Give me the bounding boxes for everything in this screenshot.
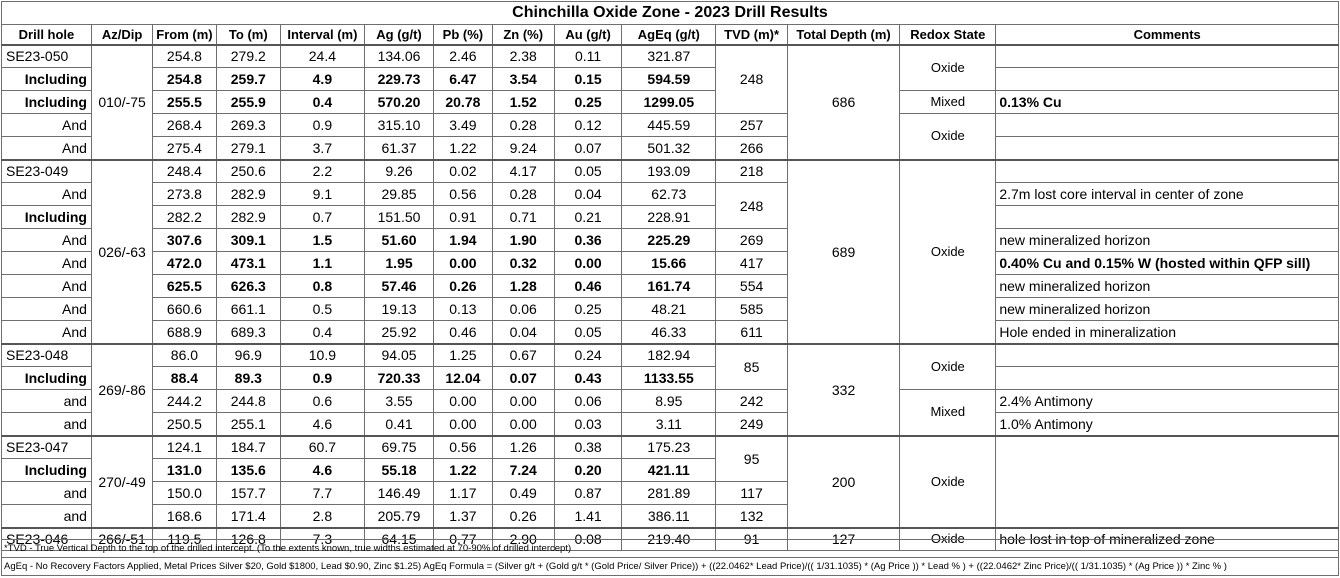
redox-cell[interactable]: Oxide — [900, 344, 996, 390]
to-cell[interactable]: 473.1 — [216, 252, 280, 275]
zn-cell[interactable]: 0.00 — [492, 413, 554, 436]
au-cell[interactable]: 0.46 — [554, 275, 621, 298]
redox-cell[interactable]: Oxide — [900, 160, 996, 344]
header-to[interactable]: To (m) — [216, 25, 280, 45]
au-cell[interactable]: 0.25 — [554, 91, 621, 114]
interval-cell[interactable]: 0.6 — [280, 390, 364, 413]
ag-cell[interactable]: 570.20 — [364, 91, 433, 114]
pb-cell[interactable]: 0.56 — [434, 183, 492, 206]
from-cell[interactable]: 86.0 — [153, 344, 216, 367]
zn-cell[interactable]: 0.28 — [492, 114, 554, 137]
ag-cell[interactable]: 229.73 — [364, 68, 433, 91]
to-cell[interactable]: 279.1 — [216, 137, 280, 160]
az-dip-cell[interactable]: 266/-51 — [91, 528, 152, 551]
interval-cell[interactable]: 4.6 — [280, 413, 364, 436]
au-cell[interactable]: 0.38 — [554, 436, 621, 459]
ageq-cell[interactable]: 219.40 — [622, 528, 716, 551]
zn-cell[interactable]: 0.04 — [492, 321, 554, 344]
footnotes — [1, 539, 1339, 576]
pb-cell[interactable]: 0.00 — [434, 252, 492, 275]
table-row — [2, 390, 1339, 413]
pb-cell[interactable]: 1.22 — [434, 137, 492, 160]
header-redox-state[interactable]: Redox State — [900, 25, 996, 45]
interval-cell[interactable]: 10.9 — [280, 344, 364, 367]
interval-cell[interactable]: 4.6 — [280, 459, 364, 482]
az-dip-cell[interactable]: 010/-75 — [91, 45, 152, 160]
au-cell[interactable]: 0.07 — [554, 137, 621, 160]
az-dip-cell[interactable]: 270/-49 — [91, 436, 152, 528]
from-cell[interactable]: 150.0 — [153, 482, 216, 505]
to-cell[interactable]: 96.9 — [216, 344, 280, 367]
table-row — [2, 137, 1339, 160]
pb-cell[interactable]: 1.22 — [434, 459, 492, 482]
tvd-cell[interactable]: 242 — [716, 390, 788, 413]
zn-cell[interactable]: 0.00 — [492, 390, 554, 413]
ageq-cell[interactable]: 594.59 — [622, 68, 716, 91]
ageq-cell[interactable]: 48.21 — [622, 298, 716, 321]
ageq-cell[interactable]: 193.09 — [622, 160, 716, 183]
tvd-cell[interactable]: 585 — [716, 298, 788, 321]
au-cell[interactable]: 0.12 — [554, 114, 621, 137]
ageq-cell[interactable]: 501.32 — [622, 137, 716, 160]
ag-cell[interactable]: 57.46 — [364, 275, 433, 298]
comment-cell[interactable]: new mineralized horizon — [996, 275, 1339, 298]
table-row — [2, 413, 1339, 436]
drill-hole-cell[interactable]: SE23-047 — [2, 436, 92, 459]
from-cell[interactable]: 244.2 — [153, 390, 216, 413]
table-row — [2, 45, 1339, 68]
ageq-cell[interactable]: 15.66 — [622, 252, 716, 275]
pb-cell[interactable]: 0.00 — [434, 413, 492, 436]
table-row — [2, 275, 1339, 298]
ag-cell[interactable]: 94.05 — [364, 344, 433, 367]
tvd-cell[interactable]: 132 — [716, 505, 788, 528]
ag-cell[interactable]: 720.33 — [364, 367, 433, 390]
interval-cell[interactable]: 0.9 — [280, 367, 364, 390]
from-cell[interactable]: 307.6 — [153, 229, 216, 252]
ageq-cell[interactable]: 421.11 — [622, 459, 716, 482]
zn-cell[interactable]: 1.52 — [492, 91, 554, 114]
header-interval[interactable]: Interval (m) — [280, 25, 364, 45]
table-row — [2, 68, 1339, 91]
interval-cell[interactable]: 2.2 — [280, 160, 364, 183]
az-dip-cell[interactable]: 026/-63 — [91, 160, 152, 344]
to-cell[interactable]: 126.8 — [216, 528, 280, 551]
tvd-cell[interactable]: 91 — [716, 528, 788, 551]
zn-cell[interactable]: 7.24 — [492, 459, 554, 482]
from-cell[interactable]: 625.5 — [153, 275, 216, 298]
comment-cell[interactable] — [996, 436, 1339, 528]
ageq-cell[interactable]: 321.87 — [622, 45, 716, 68]
header-total-depth[interactable]: Total Depth (m) — [787, 25, 899, 45]
drill-results-table — [1, 1, 1339, 551]
total-depth-cell[interactable]: 332 — [787, 344, 899, 436]
header-comments[interactable]: Comments — [996, 25, 1339, 45]
pb-cell[interactable]: 0.02 — [434, 160, 492, 183]
redox-cell[interactable]: Oxide — [900, 114, 996, 160]
redox-cell[interactable]: Oxide — [900, 45, 996, 91]
ag-cell[interactable]: 151.50 — [364, 206, 433, 229]
pb-cell[interactable]: 2.46 — [434, 45, 492, 68]
ageq-cell[interactable]: 1133.55 — [622, 367, 716, 390]
ageq-cell[interactable]: 8.95 — [622, 390, 716, 413]
comment-cell[interactable] — [996, 206, 1339, 229]
interval-cell[interactable]: 0.4 — [280, 321, 364, 344]
interval-cell[interactable]: 7.3 — [280, 528, 364, 551]
zn-cell[interactable]: 0.49 — [492, 482, 554, 505]
ag-cell[interactable]: 1.95 — [364, 252, 433, 275]
header-az-dip[interactable]: Az/Dip — [91, 25, 152, 45]
ag-cell[interactable]: 315.10 — [364, 114, 433, 137]
ageq-cell[interactable]: 161.74 — [622, 275, 716, 298]
to-cell[interactable]: 661.1 — [216, 298, 280, 321]
au-cell[interactable]: 1.41 — [554, 505, 621, 528]
au-cell[interactable]: 0.00 — [554, 252, 621, 275]
to-cell[interactable]: 626.3 — [216, 275, 280, 298]
to-cell[interactable]: 689.3 — [216, 321, 280, 344]
comment-cell[interactable]: 0.13% Cu — [996, 91, 1339, 114]
drill-hole-cell[interactable]: And — [2, 275, 92, 298]
ag-cell[interactable]: 205.79 — [364, 505, 433, 528]
ag-cell[interactable]: 146.49 — [364, 482, 433, 505]
pb-cell[interactable]: 12.04 — [434, 367, 492, 390]
ageq-cell[interactable]: 228.91 — [622, 206, 716, 229]
drill-hole-cell[interactable]: Including — [2, 206, 92, 229]
pb-cell[interactable]: 1.17 — [434, 482, 492, 505]
header-ag[interactable]: Ag (g/t) — [364, 25, 433, 45]
interval-cell[interactable]: 1.1 — [280, 252, 364, 275]
comment-cell[interactable] — [996, 367, 1339, 390]
ag-cell[interactable]: 134.06 — [364, 45, 433, 68]
pb-cell[interactable]: 0.26 — [434, 275, 492, 298]
ageq-cell[interactable]: 225.29 — [622, 229, 716, 252]
header-ageq[interactable]: AgEq (g/t) — [622, 25, 716, 45]
table-title: Chinchilla Oxide Zone - 2023 Drill Results — [2, 2, 1339, 25]
from-cell[interactable]: 688.9 — [153, 321, 216, 344]
au-cell[interactable]: 0.87 — [554, 482, 621, 505]
header-drill-hole[interactable]: Drill hole — [2, 25, 92, 45]
comment-cell[interactable]: 0.40% Cu and 0.15% W (hosted within QFP sill) — [996, 252, 1339, 275]
pb-cell[interactable]: 1.25 — [434, 344, 492, 367]
to-cell[interactable]: 259.7 — [216, 68, 280, 91]
az-dip-cell[interactable]: 269/-86 — [91, 344, 152, 436]
header-tvd[interactable]: TVD (m)* — [716, 25, 788, 45]
drill-hole-cell[interactable]: And — [2, 229, 92, 252]
table-row — [2, 321, 1339, 344]
from-cell[interactable]: 273.8 — [153, 183, 216, 206]
tvd-cell[interactable]: 554 — [716, 275, 788, 298]
from-cell[interactable]: 268.4 — [153, 114, 216, 137]
drill-hole-cell[interactable]: SE23-048 — [2, 344, 92, 367]
pb-cell[interactable]: 1.37 — [434, 505, 492, 528]
table-row — [2, 436, 1339, 459]
comment-cell[interactable]: new mineralized horizon — [996, 298, 1339, 321]
ag-cell[interactable]: 9.26 — [364, 160, 433, 183]
interval-cell[interactable]: 9.1 — [280, 183, 364, 206]
interval-cell[interactable]: 60.7 — [280, 436, 364, 459]
interval-cell[interactable]: 24.4 — [280, 45, 364, 68]
interval-cell[interactable]: 0.7 — [280, 206, 364, 229]
comment-cell[interactable] — [996, 344, 1339, 367]
ageq-cell[interactable]: 175.23 — [622, 436, 716, 459]
ageq-cell[interactable]: 46.33 — [622, 321, 716, 344]
to-cell[interactable]: 282.9 — [216, 183, 280, 206]
au-cell[interactable]: 0.04 — [554, 183, 621, 206]
pb-cell[interactable]: 0.46 — [434, 321, 492, 344]
to-cell[interactable]: 269.3 — [216, 114, 280, 137]
ageq-cell[interactable]: 182.94 — [622, 344, 716, 367]
ageq-cell[interactable]: 445.59 — [622, 114, 716, 137]
au-cell[interactable]: 0.21 — [554, 206, 621, 229]
zn-cell[interactable]: 1.26 — [492, 436, 554, 459]
from-cell[interactable]: 131.0 — [153, 459, 216, 482]
table-row — [2, 183, 1339, 206]
zn-cell[interactable]: 0.71 — [492, 206, 554, 229]
au-cell[interactable]: 0.05 — [554, 321, 621, 344]
tvd-cell[interactable]: 269 — [716, 229, 788, 252]
comment-cell[interactable]: new mineralized horizon — [996, 229, 1339, 252]
drill-hole-cell[interactable]: and — [2, 413, 92, 436]
ag-cell[interactable]: 61.37 — [364, 137, 433, 160]
tvd-cell[interactable]: 117 — [716, 482, 788, 505]
zn-cell[interactable]: 0.07 — [492, 367, 554, 390]
to-cell[interactable]: 89.3 — [216, 367, 280, 390]
drill-hole-cell[interactable]: and — [2, 482, 92, 505]
tvd-cell[interactable]: 218 — [716, 160, 788, 183]
total-depth-cell[interactable]: 689 — [787, 160, 899, 344]
zn-cell[interactable]: 4.17 — [492, 160, 554, 183]
to-cell[interactable]: 250.6 — [216, 160, 280, 183]
drill-hole-cell[interactable]: Including — [2, 367, 92, 390]
tvd-cell[interactable]: 611 — [716, 321, 788, 344]
comment-cell[interactable] — [996, 160, 1339, 183]
total-depth-cell[interactable]: 127 — [787, 528, 899, 551]
comment-cell[interactable]: 1.0% Antimony — [996, 413, 1339, 436]
from-cell[interactable]: 282.2 — [153, 206, 216, 229]
drill-hole-cell[interactable]: And — [2, 252, 92, 275]
au-cell[interactable]: 0.06 — [554, 390, 621, 413]
ag-cell[interactable]: 64.15 — [364, 528, 433, 551]
interval-cell[interactable]: 1.5 — [280, 229, 364, 252]
comment-cell[interactable] — [996, 137, 1339, 160]
zn-cell[interactable]: 2.90 — [492, 528, 554, 551]
to-cell[interactable]: 282.9 — [216, 206, 280, 229]
table-row — [2, 344, 1339, 367]
table-row — [2, 229, 1339, 252]
from-cell[interactable]: 248.4 — [153, 160, 216, 183]
header-zn[interactable]: Zn (%) — [492, 25, 554, 45]
ag-cell[interactable]: 55.18 — [364, 459, 433, 482]
zn-cell[interactable]: 3.54 — [492, 68, 554, 91]
zn-cell[interactable]: 1.90 — [492, 229, 554, 252]
pb-cell[interactable]: 0.56 — [434, 436, 492, 459]
ag-cell[interactable]: 51.60 — [364, 229, 433, 252]
ageq-cell[interactable]: 3.11 — [622, 413, 716, 436]
from-cell[interactable]: 254.8 — [153, 68, 216, 91]
from-cell[interactable]: 255.5 — [153, 91, 216, 114]
ag-cell[interactable]: 19.13 — [364, 298, 433, 321]
comment-cell[interactable]: 2.7m lost core interval in center of zone — [996, 183, 1339, 206]
au-cell[interactable]: 0.05 — [554, 160, 621, 183]
ag-cell[interactable]: 3.55 — [364, 390, 433, 413]
zn-cell[interactable]: 0.06 — [492, 298, 554, 321]
drill-hole-cell[interactable]: And — [2, 321, 92, 344]
interval-cell[interactable]: 7.7 — [280, 482, 364, 505]
drill-hole-cell[interactable]: SE23-050 — [2, 45, 92, 68]
tvd-cell[interactable]: 266 — [716, 137, 788, 160]
pb-cell[interactable]: 0.77 — [434, 528, 492, 551]
interval-cell[interactable]: 2.8 — [280, 505, 364, 528]
ag-cell[interactable]: 69.75 — [364, 436, 433, 459]
table-row — [2, 114, 1339, 137]
redox-cell[interactable]: Oxide — [900, 528, 996, 551]
table-row — [2, 298, 1339, 321]
table-row — [2, 252, 1339, 275]
redox-cell[interactable]: Mixed — [900, 91, 996, 114]
from-cell[interactable]: 88.4 — [153, 367, 216, 390]
au-cell[interactable]: 0.43 — [554, 367, 621, 390]
tvd-cell[interactable]: 417 — [716, 252, 788, 275]
ag-cell[interactable]: 25.92 — [364, 321, 433, 344]
ag-cell[interactable]: 29.85 — [364, 183, 433, 206]
au-cell[interactable]: 0.03 — [554, 413, 621, 436]
tvd-cell[interactable]: 85 — [716, 344, 788, 390]
ageq-cell[interactable]: 281.89 — [622, 482, 716, 505]
comment-cell[interactable]: 2.4% Antimony — [996, 390, 1339, 413]
tvd-cell[interactable]: 248 — [716, 183, 788, 229]
pb-cell[interactable]: 6.47 — [434, 68, 492, 91]
from-cell[interactable]: 168.6 — [153, 505, 216, 528]
tvd-cell[interactable]: 257 — [716, 114, 788, 137]
to-cell[interactable]: 309.1 — [216, 229, 280, 252]
au-cell[interactable]: 0.08 — [554, 528, 621, 551]
to-cell[interactable]: 244.8 — [216, 390, 280, 413]
ageq-footnote: AgEq - No Recovery Factors Applied, Metal Prices Silver $20, Gold $1800, Lead $0.90, Zinc $1.25) AgEq Formula = (Silver g/t + (Gold g/t * (Gold Price/ Silver Price)) + ((22.0462* Lead Price)/(( 1/31.1035) * (Ag Price )) * Lead % ) + ((22.0462* Zinc Price)/(( 1/31.1035) * (Ag Price )) * Zinc % ) — [1, 558, 1339, 576]
total-depth-cell[interactable]: 686 — [787, 45, 899, 160]
drill-hole-cell[interactable]: Including — [2, 91, 92, 114]
pb-cell[interactable]: 0.13 — [434, 298, 492, 321]
pb-cell[interactable]: 3.49 — [434, 114, 492, 137]
au-cell[interactable]: 0.24 — [554, 344, 621, 367]
drill-hole-cell[interactable]: SE23-046 — [2, 528, 92, 551]
drill-hole-cell[interactable]: And — [2, 298, 92, 321]
zn-cell[interactable]: 1.28 — [492, 275, 554, 298]
drill-hole-cell[interactable]: and — [2, 505, 92, 528]
drill-hole-cell[interactable]: And — [2, 183, 92, 206]
comment-cell[interactable]: Hole ended in mineralization — [996, 321, 1339, 344]
comment-cell[interactable] — [996, 45, 1339, 68]
pb-cell[interactable]: 0.91 — [434, 206, 492, 229]
interval-cell[interactable]: 3.7 — [280, 137, 364, 160]
pb-cell[interactable]: 20.78 — [434, 91, 492, 114]
interval-cell[interactable]: 4.9 — [280, 68, 364, 91]
to-cell[interactable]: 184.7 — [216, 436, 280, 459]
from-cell[interactable]: 254.8 — [153, 45, 216, 68]
tvd-cell[interactable]: 248 — [716, 45, 788, 114]
ageq-cell[interactable]: 62.73 — [622, 183, 716, 206]
header-au[interactable]: Au (g/t) — [554, 25, 621, 45]
comment-cell[interactable]: hole lost in top of mineralized zone — [996, 528, 1339, 551]
tvd-footnote: *TVD - True Vertical Depth to the top of the drilled intercept. (To the extents known, true widths estimated at 70-90% of drilled intercept) — [1, 539, 1339, 558]
ageq-cell[interactable]: 386.11 — [622, 505, 716, 528]
drill-hole-cell[interactable]: And — [2, 114, 92, 137]
to-cell[interactable]: 255.9 — [216, 91, 280, 114]
to-cell[interactable]: 255.1 — [216, 413, 280, 436]
interval-cell[interactable]: 0.8 — [280, 275, 364, 298]
header-from[interactable]: From (m) — [153, 25, 216, 45]
au-cell[interactable]: 0.36 — [554, 229, 621, 252]
from-cell[interactable]: 124.1 — [153, 436, 216, 459]
from-cell[interactable]: 660.6 — [153, 298, 216, 321]
redox-cell[interactable]: Mixed — [900, 390, 996, 436]
table-row — [2, 160, 1339, 183]
au-cell[interactable]: 0.25 — [554, 298, 621, 321]
ageq-cell[interactable]: 1299.05 — [622, 91, 716, 114]
interval-cell[interactable]: 0.4 — [280, 91, 364, 114]
au-cell[interactable]: 0.20 — [554, 459, 621, 482]
zn-cell[interactable]: 0.28 — [492, 183, 554, 206]
drill-hole-cell[interactable]: and — [2, 390, 92, 413]
drill-hole-cell[interactable]: And — [2, 137, 92, 160]
au-cell[interactable]: 0.15 — [554, 68, 621, 91]
from-cell[interactable]: 472.0 — [153, 252, 216, 275]
zn-cell[interactable]: 9.24 — [492, 137, 554, 160]
to-cell[interactable]: 157.7 — [216, 482, 280, 505]
from-cell[interactable]: 275.4 — [153, 137, 216, 160]
to-cell[interactable]: 279.2 — [216, 45, 280, 68]
tvd-cell[interactable]: 249 — [716, 413, 788, 436]
zn-cell[interactable]: 0.67 — [492, 344, 554, 367]
table-row — [2, 367, 1339, 390]
comment-cell[interactable] — [996, 68, 1339, 91]
zn-cell[interactable]: 2.38 — [492, 45, 554, 68]
zn-cell[interactable]: 0.26 — [492, 505, 554, 528]
zn-cell[interactable]: 0.32 — [492, 252, 554, 275]
drill-hole-cell[interactable]: SE23-049 — [2, 160, 92, 183]
pb-cell[interactable]: 0.00 — [434, 390, 492, 413]
header-pb[interactable]: Pb (%) — [434, 25, 492, 45]
tvd-cell[interactable]: 95 — [716, 436, 788, 482]
pb-cell[interactable]: 1.94 — [434, 229, 492, 252]
drill-hole-cell[interactable]: Including — [2, 459, 92, 482]
total-depth-cell[interactable]: 200 — [787, 436, 899, 528]
interval-cell[interactable]: 0.9 — [280, 114, 364, 137]
redox-cell[interactable]: Oxide — [900, 436, 996, 528]
interval-cell[interactable]: 0.5 — [280, 298, 364, 321]
comment-cell[interactable] — [996, 114, 1339, 137]
to-cell[interactable]: 135.6 — [216, 459, 280, 482]
au-cell[interactable]: 0.11 — [554, 45, 621, 68]
ag-cell[interactable]: 0.41 — [364, 413, 433, 436]
to-cell[interactable]: 171.4 — [216, 505, 280, 528]
drill-hole-cell[interactable]: Including — [2, 68, 92, 91]
table-row — [2, 206, 1339, 229]
table-row — [2, 91, 1339, 114]
from-cell[interactable]: 119.5 — [153, 528, 216, 551]
from-cell[interactable]: 250.5 — [153, 413, 216, 436]
